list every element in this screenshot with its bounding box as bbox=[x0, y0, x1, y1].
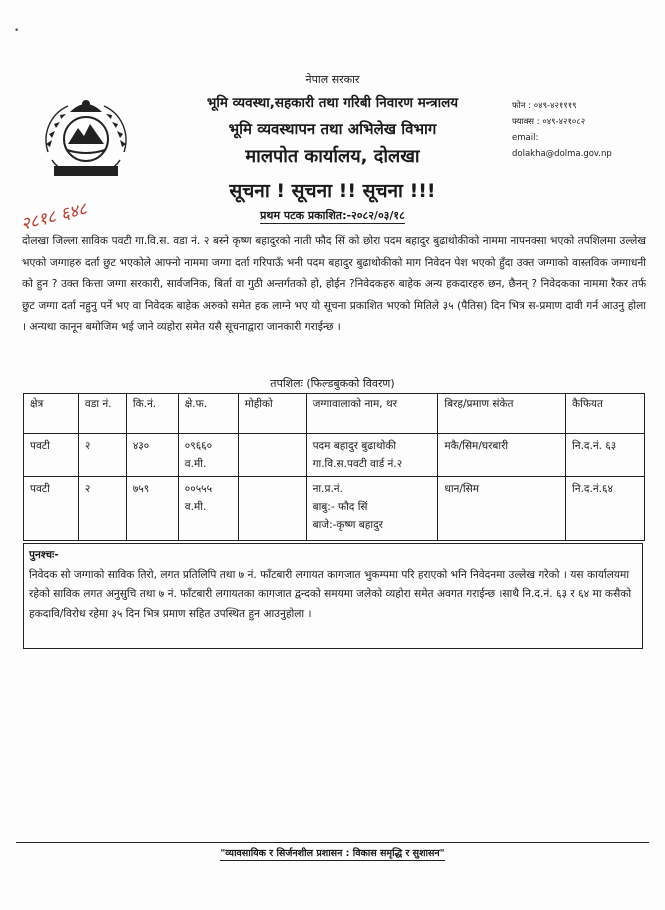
cell-tenant bbox=[238, 477, 306, 541]
header-area: क्षेत्र bbox=[24, 394, 79, 434]
table-row bbox=[24, 477, 645, 541]
header-plot-number: कि.नं. bbox=[126, 394, 178, 434]
cell-plot-number: ४३० bbox=[126, 434, 178, 477]
footer-divider bbox=[16, 842, 649, 843]
cell-area: पवटी bbox=[24, 477, 79, 541]
cell-ward: २ bbox=[78, 434, 126, 477]
land-details-table bbox=[23, 393, 645, 541]
handwritten-annotation: २८१८ ६४८ bbox=[18, 199, 90, 235]
corner-mark: • bbox=[14, 26, 20, 36]
header-size: क्षे.फ. bbox=[178, 394, 238, 434]
cell-remark: नि.द.नं. ६३ bbox=[566, 434, 645, 477]
department-name: भूमि व्यवस्थापन तथा अभिलेख विभाग bbox=[228, 120, 437, 138]
email-address: dolakha@dolma.gov.np bbox=[512, 149, 612, 159]
cell-plot-number: ७५९ bbox=[126, 477, 178, 541]
ministry-name: भूमि व्यवस्था,सहकारी तथा गरिबी निवारण मन्त्रालय bbox=[206, 95, 459, 111]
cell-tenant bbox=[238, 434, 306, 477]
table-caption: तपशिलः (फिल्डबुकको विवरण) bbox=[270, 377, 395, 390]
office-name: मालपोत कार्यालय, दोलखा bbox=[245, 146, 420, 167]
remarks-heading: पुनश्चः- bbox=[29, 549, 59, 561]
remarks-box bbox=[23, 543, 643, 649]
phone-number: फोन : ०४९-४२१११९ bbox=[512, 101, 577, 111]
header-remark: कैफियत bbox=[566, 394, 645, 434]
cell-ward: २ bbox=[78, 477, 126, 541]
header-tenant: मोहीको bbox=[238, 394, 306, 434]
contact-block bbox=[512, 98, 612, 162]
footer-motto: "व्यावसायिक र सिर्जनशील प्रशासन : विकास समृद्धि र सुशासन" bbox=[220, 848, 445, 859]
cell-evidence: धान/सिम bbox=[438, 477, 566, 541]
publication-date: प्रथम पटक प्रकाशित:-२०८२/०३/१८ bbox=[260, 209, 405, 222]
notice-title: सूचना ! सूचना !! सूचना !!! bbox=[229, 180, 436, 202]
publication-line bbox=[0, 208, 665, 223]
cell-owner: पदम बहादुर बुढाथोकी गा.वि.स.पवटी वार्ड नं.२ bbox=[306, 434, 438, 477]
header-evidence: बिरह/प्रमाण संकेत bbox=[438, 394, 566, 434]
notice-body: दोलखा जिल्ला साविक पवटी गा.वि.स. वडा नं. २ बस्ने कृष्ण बहादुरको नाती फौद सिं को छोरा पदम बहादुर बुढाथोकीको नाममा नापनक्सा भएको तपशिलमा उल्लेख भएको जग्गाहरु दर्ता छुट भएकोले आफ्नो नाममा जग्गा दर्ता गरिपाऊँ भनी पदम बहादुर बुढाथोकीको माग निवेदन पेश भएको हुँदा उक्त जग्गाको वास्तविक जग्गाधनी को हुन ? उक्त कित्ता जग्गा सरकारी, सार्वजनिक, बिर्ता वा गुठी अन्तर्गतको हो, होईन ?निवेदकहरु बाहेक अन्य हकदारहरु छन, छैनन् ? निवेदकका नाममा रैकर तर्फ छुट जग्गा दर्ता नहुनु पर्ने भए वा निवेदक बाहेक अरुको समेत हक लाग्ने भए यो सूचना प्रकाशित भएको मितिले ३५ (पैतिस) दिन भित्र स-प्रमाण दावी गर्न आउनु होला । अन्यथा कानून बमोजिम भई जाने व्यहोरा समेत यसै सूचनाद्वारा जानकारी गराईन्छ । bbox=[22, 235, 646, 333]
cell-remark: नि.द.नं.६४ bbox=[566, 477, 645, 541]
table-row bbox=[24, 434, 645, 477]
header-ward: वडा नं. bbox=[78, 394, 126, 434]
cell-size: ००५५५ व.मी. bbox=[178, 477, 238, 541]
table-header-row bbox=[24, 394, 645, 434]
fax-number: फ्याक्स : ०४९-४२१०८२ bbox=[512, 117, 586, 127]
cell-size: ०९६६० व.मी. bbox=[178, 434, 238, 477]
header-owner: जग्गावालाको नाम, थर bbox=[306, 394, 438, 434]
cell-area: पवटी bbox=[24, 434, 79, 477]
cell-owner: ना.प्र.नं. बाबु:- फौद सिं बाजे:-कृष्ण बहादुर bbox=[306, 477, 438, 541]
government-name: नेपाल सरकार bbox=[305, 73, 360, 86]
cell-evidence: मकै/सिम/घरबारी bbox=[438, 434, 566, 477]
footer-motto-line bbox=[0, 846, 665, 859]
email-label: email: bbox=[512, 133, 539, 143]
remarks-text: निवेदक सो जग्गाको साविक तिरो, लगत प्रतिलिपि तथा ७ नं. फाँटबारी लगायत कागजात भुकम्पमा परि हराएको भनि निवेदनमा उल्लेख गरेको । यस कार्यालयमा रहेको साविक लगत अनुसुचि तथा ७ नं. फाँटबारी लगायतका कागजात द्वन्दको समयमा जलेको व्यहोरा समेत अवगत गराईन्छ ।साथै नि.द.नं. ६३ र ६४ मा कसैको हकदावि/विरोध रहेमा ३५ दिन भित्र प्रमाण सहित उपस्थित हुन आउनुहोला । bbox=[29, 568, 632, 620]
